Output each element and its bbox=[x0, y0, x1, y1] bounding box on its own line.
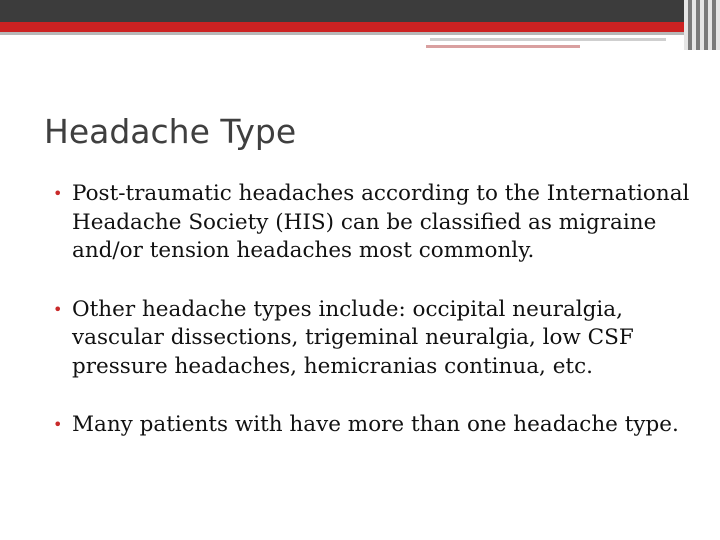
header-stripes-decoration bbox=[684, 0, 720, 50]
header-banner-red bbox=[0, 22, 720, 32]
bullet-icon: • bbox=[53, 415, 63, 434]
bullet-item bbox=[53, 180, 693, 266]
bullet-icon: • bbox=[53, 299, 63, 319]
bullet-list bbox=[53, 180, 693, 470]
bullet-text: Post-traumatic headaches according to the International Headache Society (HIS) can be classified as migraine and/or tension headaches most commonly. bbox=[72, 181, 690, 263]
slide-title: Headache Type bbox=[44, 112, 297, 151]
bullet-item bbox=[53, 411, 693, 440]
header-accent-line bbox=[430, 38, 666, 41]
header-banner-dark bbox=[0, 0, 720, 22]
bullet-text: Other headache types include: occipital neuralgia, vascular dissections, trigeminal neuralgia, low CSF pressure headaches, hemicranias continua, etc. bbox=[72, 296, 634, 379]
header-accent-line-red bbox=[426, 45, 580, 48]
header-banner-grey bbox=[0, 32, 720, 35]
bullet-item bbox=[53, 296, 693, 382]
bullet-text: Many patients with have more than one headache type. bbox=[72, 412, 679, 437]
bullet-icon: • bbox=[53, 184, 63, 203]
